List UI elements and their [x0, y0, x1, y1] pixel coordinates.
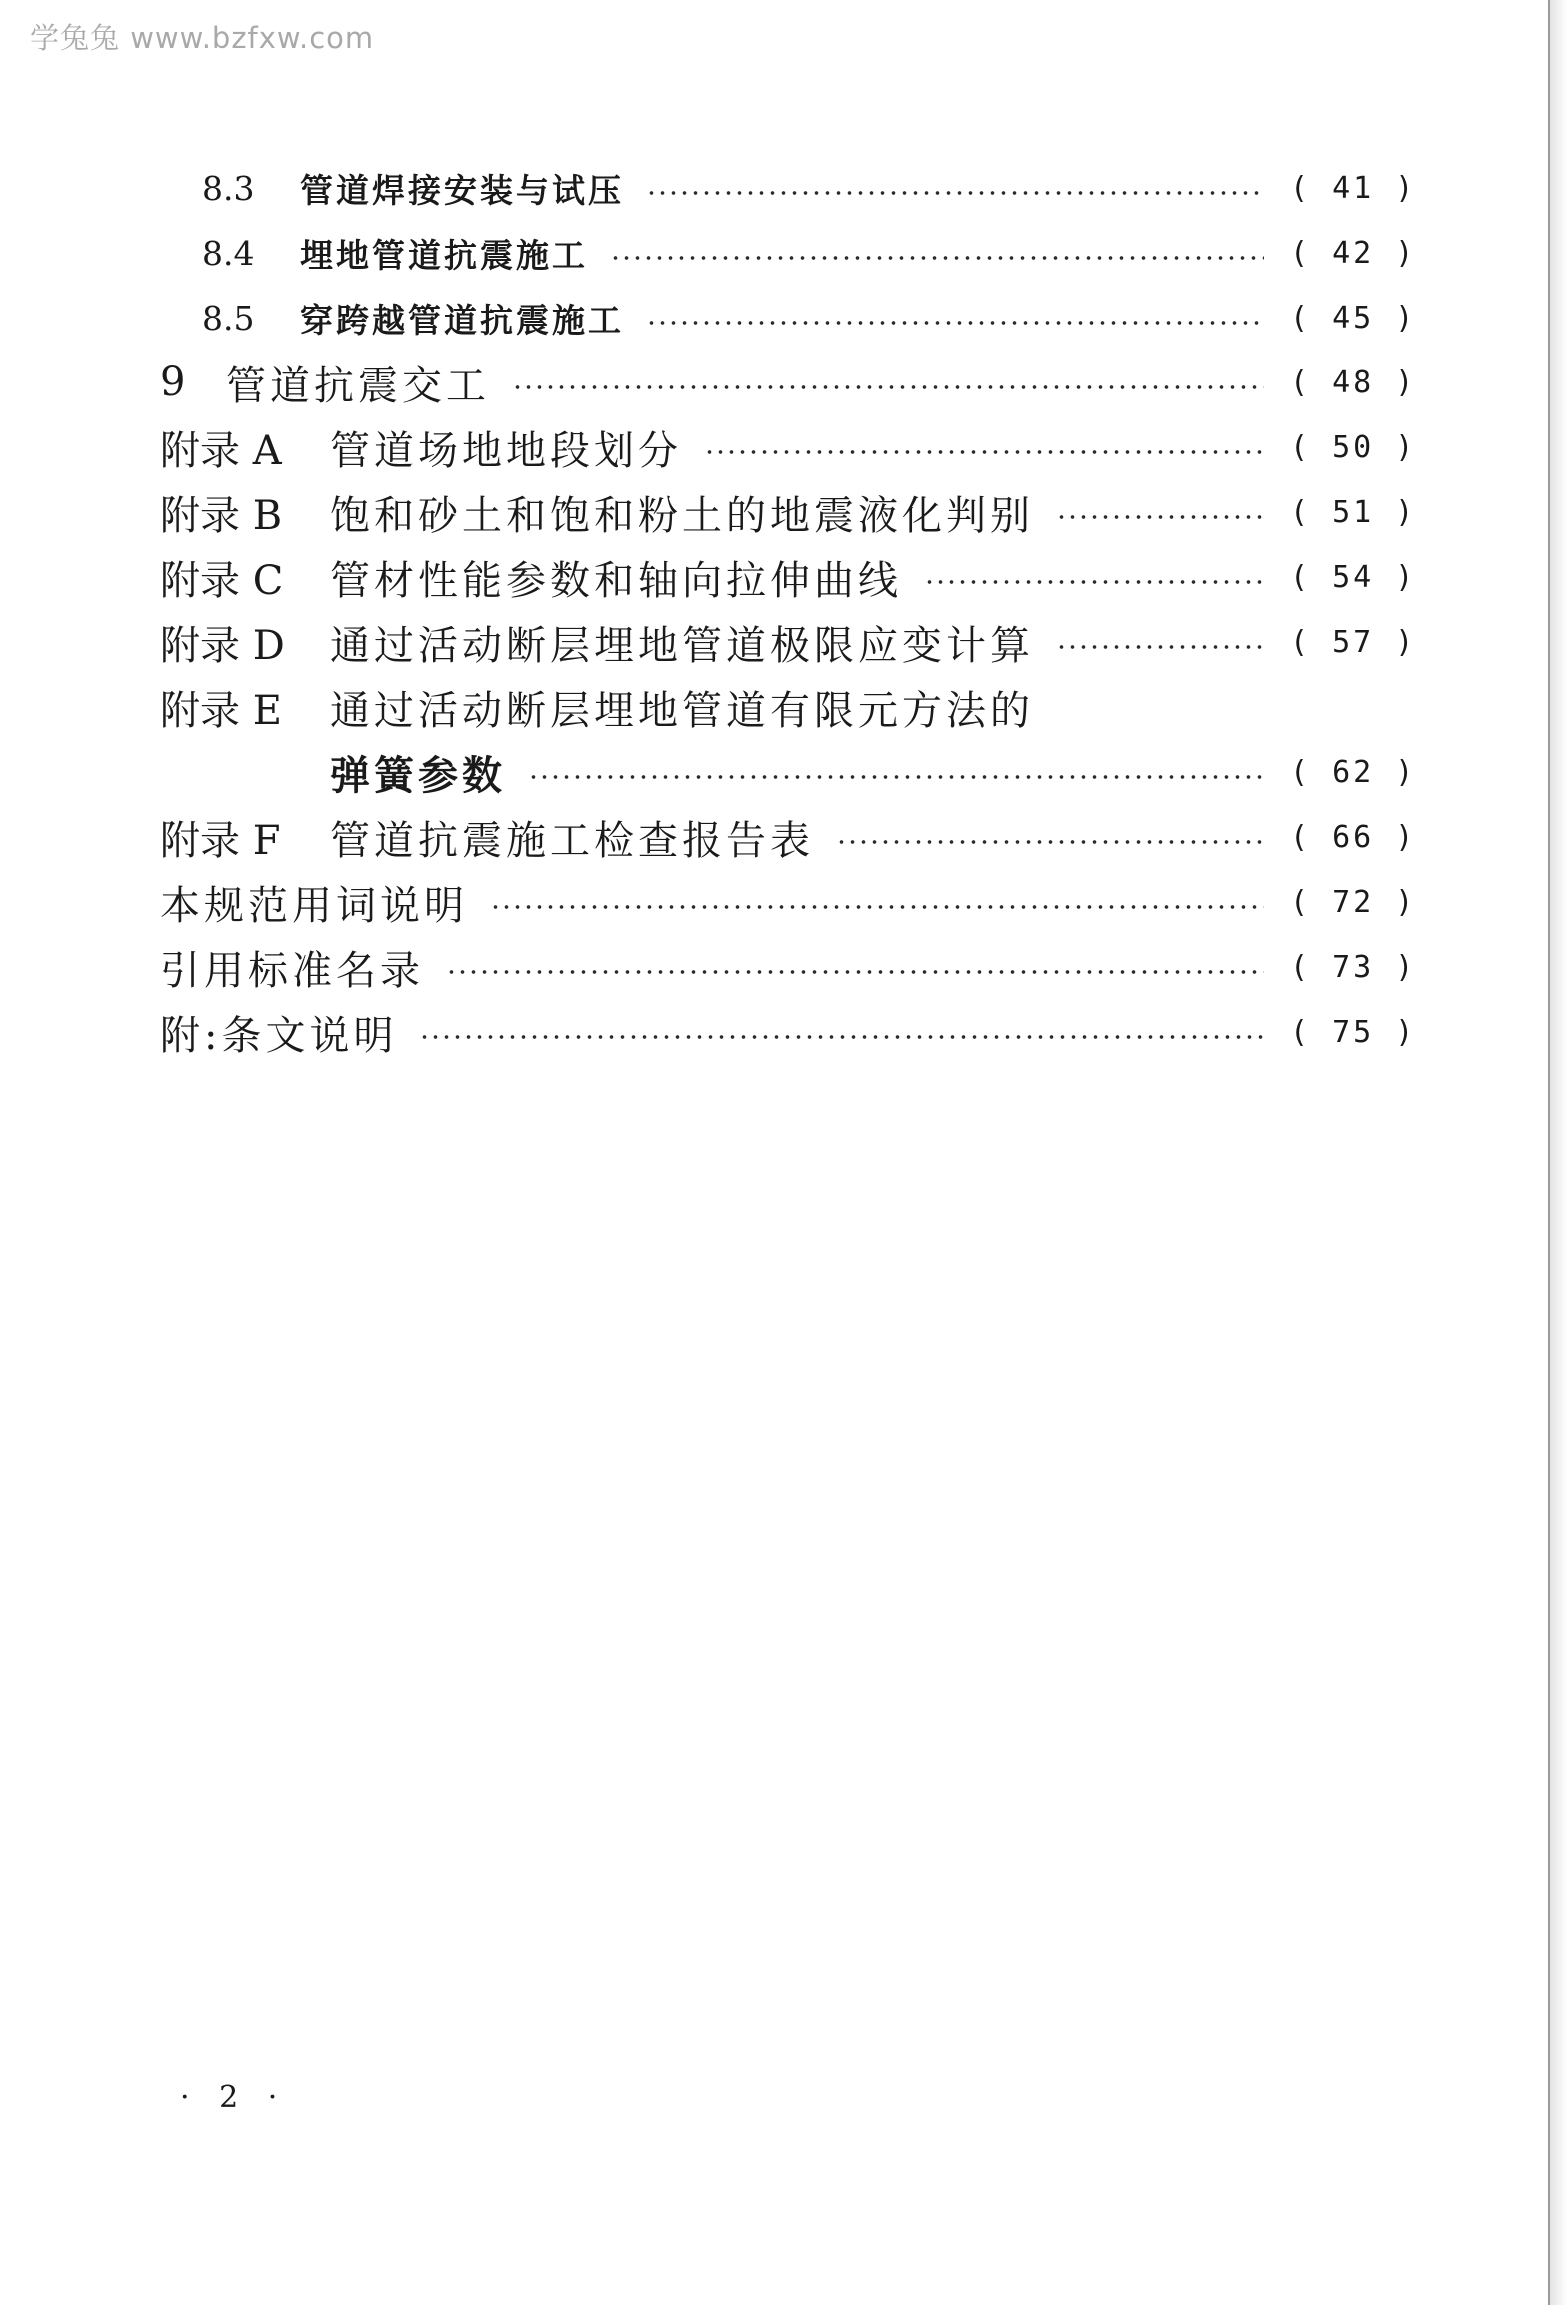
dot-leader [646, 191, 1264, 195]
toc-appendix-label: 附录 D [160, 622, 285, 669]
toc-entry-appendix-b[interactable] [160, 482, 1417, 542]
toc-page-number: ( 72 ) [1290, 884, 1417, 920]
dot-leader [836, 840, 1264, 844]
toc-appendix-label: 附录 E [160, 687, 282, 734]
toc-entry-8-4[interactable] [160, 223, 1417, 283]
page-number-footer: · 2 · [180, 2080, 288, 2115]
toc-section-title: 埋地管道抗震施工 [300, 235, 588, 275]
toc-section-title: 通过活动断层埋地管道有限元方法的 [330, 687, 1034, 734]
toc-entry-appendix-e-continued[interactable] [330, 742, 1417, 802]
toc-section-number: 9 [160, 359, 186, 405]
toc-appendix-label: 附录 F [160, 817, 281, 864]
toc-section-title: 管道场地地段划分 [330, 427, 682, 474]
toc-page-number: ( 62 ) [1290, 754, 1417, 790]
toc-section-title: 附:条文说明 [160, 1012, 398, 1059]
toc-entry-appendix-d[interactable] [160, 612, 1417, 672]
toc-page-number: ( 57 ) [1290, 624, 1417, 660]
toc-section-title: 引用标准名录 [160, 947, 424, 994]
toc-appendix-label: 附录 A [160, 427, 282, 474]
toc-entry-appendix-c[interactable] [160, 547, 1417, 607]
toc-page-number: ( 73 ) [1290, 949, 1417, 985]
toc-page-number: ( 54 ) [1290, 559, 1417, 595]
toc-appendix-label: 附录 B [160, 492, 283, 539]
toc-page-number: ( 48 ) [1290, 364, 1417, 400]
toc-section-title: 饱和砂土和饱和粉土的地震液化判别 [330, 492, 1034, 539]
toc-entry-referenced-standards[interactable] [160, 937, 1417, 997]
toc-entry-appendix-e[interactable] [160, 677, 1390, 737]
toc-entry-8-5[interactable] [160, 288, 1417, 348]
toc-section-title-continued: 弹簧参数 [330, 751, 506, 799]
toc-entry-9[interactable] [160, 352, 1417, 412]
toc-page-number: ( 42 ) [1290, 235, 1417, 271]
dot-leader [704, 450, 1264, 454]
toc-section-number: 8.3 [202, 168, 255, 208]
dot-leader [419, 1035, 1264, 1039]
toc-section-title: 管道抗震施工检查报告表 [330, 817, 814, 864]
toc-page-number: ( 51 ) [1290, 494, 1417, 530]
toc-entry-8-3[interactable] [160, 158, 1417, 218]
toc-appendix-label: 附录 C [160, 557, 284, 604]
dot-leader [610, 256, 1264, 260]
toc-section-number: 8.4 [202, 233, 255, 273]
page-edge-shadow [1550, 0, 1567, 2305]
dot-leader [924, 580, 1264, 584]
toc-page-number: ( 41 ) [1290, 170, 1417, 206]
toc-page-number: ( 75 ) [1290, 1014, 1417, 1050]
toc-section-title: 管道焊接安装与试压 [300, 170, 624, 210]
toc-entry-appendix-f[interactable] [160, 807, 1417, 867]
watermark-text: 学兔兔 www.bzfxw.com [30, 21, 375, 55]
toc-entry-explanation[interactable] [160, 1002, 1417, 1062]
toc-section-title: 管材性能参数和轴向拉伸曲线 [330, 557, 902, 604]
dot-leader [446, 970, 1264, 974]
dot-leader [1056, 515, 1264, 519]
toc-page-number: ( 66 ) [1290, 819, 1417, 855]
toc-section-title: 管道抗震交工 [226, 362, 490, 409]
toc-entry-terminology[interactable] [160, 872, 1417, 932]
toc-entry-appendix-a[interactable] [160, 417, 1417, 477]
toc-page-number: ( 50 ) [1290, 429, 1417, 465]
dot-leader [490, 905, 1264, 909]
toc-section-title: 穿跨越管道抗震施工 [300, 300, 624, 340]
dot-leader [528, 775, 1264, 779]
dot-leader [646, 321, 1264, 325]
toc-section-title: 通过活动断层埋地管道极限应变计算 [330, 622, 1034, 669]
toc-page-number: ( 45 ) [1290, 300, 1417, 336]
toc-section-title: 本规范用词说明 [160, 882, 468, 929]
toc-section-number: 8.5 [202, 298, 255, 338]
dot-leader [1056, 645, 1264, 649]
dot-leader [512, 385, 1264, 389]
